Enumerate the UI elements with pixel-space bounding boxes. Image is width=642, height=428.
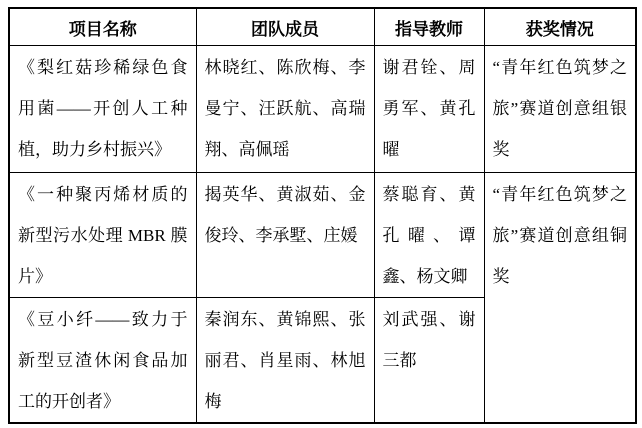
project-awards-table [8,7,637,424]
table-row-1 [9,46,636,173]
advisors-cell: 刘武强、谢三都 [374,298,484,424]
advisors-cell: 谢君铨、周勇军、黄孔曜 [374,46,484,173]
header-row [9,8,636,46]
award-cell: “青年红色筑梦之旅”赛道创意组银奖 [484,46,636,173]
project-name-cell: 《豆小纤——致力于新型豆渣休闲食品加工的开创者》 [9,298,196,424]
header-project-name: 项目名称 [9,8,196,46]
header-advisors: 指导教师 [374,8,484,46]
award-cell-merged: “青年红色筑梦之旅”赛道创意组铜奖 [484,173,636,424]
team-members-cell: 揭英华、黄淑茹、金俊玲、李承墅、庄媛 [196,173,374,298]
header-team-members: 团队成员 [196,8,374,46]
team-members-cell: 林晓红、陈欣梅、李曼宁、汪跃航、高瑞翔、高佩瑶 [196,46,374,173]
advisors-cell: 蔡聪育、黄孔曜、谭鑫、杨文卿 [374,173,484,298]
project-name-cell: 《一种聚丙烯材质的新型污水处理 MBR 膜片》 [9,173,196,298]
team-members-cell: 秦润东、黄锦熙、张丽君、肖星雨、林旭梅 [196,298,374,424]
table-row-2 [9,173,636,298]
header-award-status: 获奖情况 [484,8,636,46]
project-name-cell: 《梨红菇珍稀绿色食用菌——开创人工种植，助力乡村振兴》 [9,46,196,173]
